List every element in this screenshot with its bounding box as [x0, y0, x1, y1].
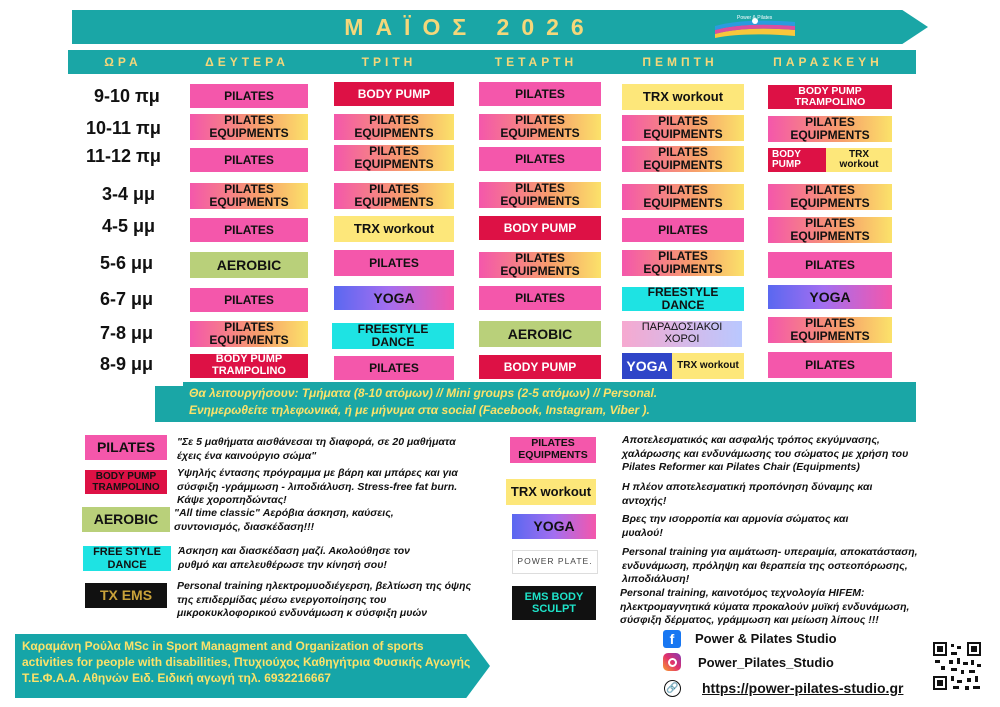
time-slot: 6-7 μμ [100, 289, 154, 309]
legend-freestyle-dance-desc: Άσκηση και διασκέδαση μαζί. Ακολούθησε τον ρυθμό και απελευθέρωσε την κίνησή σου! [178, 545, 411, 571]
class-pilates-equipments: PILATES EQUIPMENTS [334, 183, 454, 209]
page-title: ΜΑΪΟΣ 2026 [344, 14, 596, 40]
class-pilates-equipments: PILATES EQUIPMENTS [768, 184, 892, 210]
legend-power-plate-desc: Personal training για αιμάτωση- υπεραιμία, αποκατάσταση, ενδυνάμωση, πρόληψη και θεραπεία της οστεοπόρωσης, λιποδιάλυση! [622, 546, 918, 586]
class-pilates: PILATES [334, 250, 454, 276]
class-pilates-equipments: PILATES EQUIPMENTS [190, 321, 308, 347]
legend-yoga-desc: Βρες την ισορροπία και αρμονία σώματος και μυαλού! [622, 513, 849, 539]
class-pilates-equipments: PILATES EQUIPMENTS [479, 252, 601, 278]
instagram-icon [663, 653, 681, 671]
class-yoga: YOGA [768, 285, 892, 309]
legend-trx-workout: TRX workout [506, 479, 596, 505]
class-pilates: PILATES [334, 356, 454, 380]
class-yoga: YOGA [334, 286, 454, 310]
class-pilates: PILATES [190, 84, 308, 108]
class-pilates-equipments: PILATES EQUIPMENTS [622, 250, 744, 276]
class-trx-workout: TRX workout [334, 216, 454, 242]
class-pilates-equipments: PILATES EQUIPMENTS [479, 114, 601, 140]
class-pilates: PILATES [768, 352, 892, 378]
legend-freestyle-dance: FREE STYLE DANCE [83, 546, 171, 571]
class-pilates-equipments: PILATES EQUIPMENTS [479, 182, 601, 208]
header-wednesday: ΤΕΤΑΡΤΗ [494, 55, 578, 69]
time-slot: 9-10 πμ [94, 86, 160, 106]
time-slot: 8-9 μμ [100, 354, 154, 374]
legend-pilates-equipments: PILATES EQUIPMENTS [510, 437, 596, 463]
info-bar-tab [155, 386, 183, 422]
class-body-pump: BODY PUMP [334, 82, 454, 106]
class-body-pump: BODY PUMP [479, 355, 601, 379]
instructor-credentials: Καραμάνη Ρούλα MSc in Sport Managment and Organization of sports activities for people with disabilities, Πτυχιούχος Καθηγήτρια Φυσικής Αγωγής Τ.Ε.Φ.Α.Α. Αθηνών Ειδ. Ειδική αγωγή τηλ. 6932216667 [22, 639, 471, 686]
class-aerobic: AEROBIC [479, 321, 601, 347]
header-time: ΩΡΑ [104, 55, 142, 69]
class-pilates: PILATES [479, 82, 601, 106]
class-pilates-equipments: PILATES EQUIPMENTS [622, 115, 744, 141]
class-pilates-equipments: PILATES EQUIPMENTS [334, 114, 454, 140]
website-link[interactable]: https://power-pilates-studio.gr [702, 680, 904, 696]
class-pilates-equipments: PILATES EQUIPMENTS [768, 217, 892, 243]
class-traditional-dances: ΠΑΡΑΔΟΣΙΑΚΟΙ ΧΟΡΟΙ [622, 321, 742, 347]
qr-code[interactable] [931, 640, 983, 692]
class-pilates: PILATES [479, 286, 601, 310]
header-tuesday: ΤΡΙΤΗ [361, 55, 417, 69]
info-bar [183, 382, 916, 422]
time-slot: 7-8 μμ [100, 323, 154, 343]
class-pilates: PILATES [190, 148, 308, 172]
header-friday: ΠΑΡΑΣΚΕΥΗ [773, 55, 883, 69]
legend-body-pump-trampolino: BODY PUMP TRAMPOLINO [85, 470, 167, 494]
class-pilates: PILATES [622, 218, 744, 242]
class-aerobic: AEROBIC [190, 252, 308, 278]
class-trx-workout: TRX workout [672, 353, 744, 379]
link-icon: 🔗 [664, 680, 681, 697]
legend-pilates-equipments-desc: Αποτελεσματικός και ασφαλής τρόπος εκγύμνασης, χαλάρωσης και ενδυνάμωσης του σώματος με χρήση του Pilates Reformer και Pilates Chair (Equipments) [622, 434, 909, 474]
header-monday: ΔΕΥΤΕΡΑ [205, 55, 289, 69]
legend-tx-ems: TX EMS [85, 583, 167, 608]
time-slot: 11-12 πμ [86, 146, 161, 166]
class-pilates: PILATES [190, 218, 308, 242]
legend-pilates-desc: "Σε 5 μαθήματα αισθάνεσαι τη διαφορά, σε 20 μαθήματα έχεις ένα καινούργιο σώμα" [177, 436, 456, 462]
time-slot: 5-6 μμ [100, 253, 154, 273]
class-yoga: YOGA [622, 353, 672, 379]
class-pilates-equipments: PILATES EQUIPMENTS [768, 116, 892, 142]
class-trx-workout: TRX workout [826, 148, 892, 172]
legend-yoga: YOGA [512, 514, 596, 539]
time-slot: 3-4 μμ [102, 184, 156, 204]
legend-trx-workout-desc: Η πλέον αποτελεσματική προπόνηση δύναμης και αντοχής! [622, 481, 873, 507]
legend-aerobic: AEROBIC [82, 507, 170, 532]
facebook-link[interactable]: Power & Pilates Studio [695, 631, 837, 646]
time-slot: 4-5 μμ [102, 216, 156, 236]
class-pilates: PILATES [479, 147, 601, 171]
class-freestyle-dance: FREESTYLE DANCE [332, 323, 454, 349]
class-body-pump-trampolino: BODY PUMP TRAMPOLINO [768, 85, 892, 109]
legend-pilates: PILATES [85, 435, 167, 460]
class-pilates-equipments: PILATES EQUIPMENTS [622, 146, 744, 172]
class-body-pump-trampolino: BODY PUMP TRAMPOLINO [190, 354, 308, 378]
instagram-link[interactable]: Power_Pilates_Studio [698, 655, 834, 670]
legend-power-plate-logo [512, 550, 598, 574]
schedule-header [68, 50, 916, 74]
class-pilates-equipments: PILATES EQUIPMENTS [190, 114, 308, 140]
info-line-groups: Θα λειτουργήσουν: Τμήματα (8-10 ατόμων) // Mini groups (2-5 ατόμων) // Personal. [189, 386, 658, 400]
class-pilates-equipments: PILATES EQUIPMENTS [334, 145, 454, 171]
legend-ems-body-sculpt-desc: Personal training, καινοτόμος τεχνολογία HIFEM: ηλεκτρομαγνητικά κύματα προκαλούν μυϊκή ενδυνάμωση, σύσφιξη δέρματος, γράμμωση και μείωση λίπους !!! [620, 587, 910, 627]
class-pilates: PILATES [190, 288, 308, 312]
class-pilates-equipments: PILATES EQUIPMENTS [190, 183, 308, 209]
class-pilates-equipments: PILATES EQUIPMENTS [622, 184, 744, 210]
class-pilates-equipments: PILATES EQUIPMENTS [768, 317, 892, 343]
time-slot: 10-11 πμ [86, 118, 161, 138]
info-line-contact: Ενημερωθείτε τηλεφωνικά, ή με μήνυμα στα social (Facebook, Instagram, Viber ). [189, 403, 650, 417]
legend-aerobic-desc: "All time classic" Αερόβια άσκηση, καύσεις, συντονισμός, διασκέδαση!!! [174, 507, 394, 533]
class-trx-workout: TRX workout [622, 84, 744, 110]
header-thursday: ΠΕΜΠΤΗ [642, 55, 718, 69]
class-pilates: PILATES [768, 252, 892, 278]
legend-tx-ems-desc: Personal training ηλεκτρομυοδιέγερση, βελτίωση της όψης της επιδερμίδας μέσω ενεργοποίησης του μικροκυκλοφορικού ενδυνάμωση κ σύσφιξη μυών [177, 580, 472, 620]
legend-power-plate: POWER PLATE. [517, 556, 593, 567]
class-body-pump: BODY PUMP [479, 216, 601, 240]
facebook-icon: f [663, 630, 681, 648]
legend-body-pump-trampolino-desc: Υψηλής έντασης πρόγραμμα με βάρη και μπάρες και για σύσφιξη -γράμμωση - λιποδιάλυση. Stress-free fat burn. Κάψε χοροπηδώντας! [177, 467, 458, 507]
class-body-pump: BODY PUMP [768, 148, 826, 172]
svg-text:Power & Pilates: Power & Pilates [737, 15, 773, 21]
studio-logo [715, 12, 795, 42]
class-freestyle-dance: FREESTYLE DANCE [622, 287, 744, 311]
legend-ems-body-sculpt: EMS BODY SCULPT [512, 586, 596, 620]
